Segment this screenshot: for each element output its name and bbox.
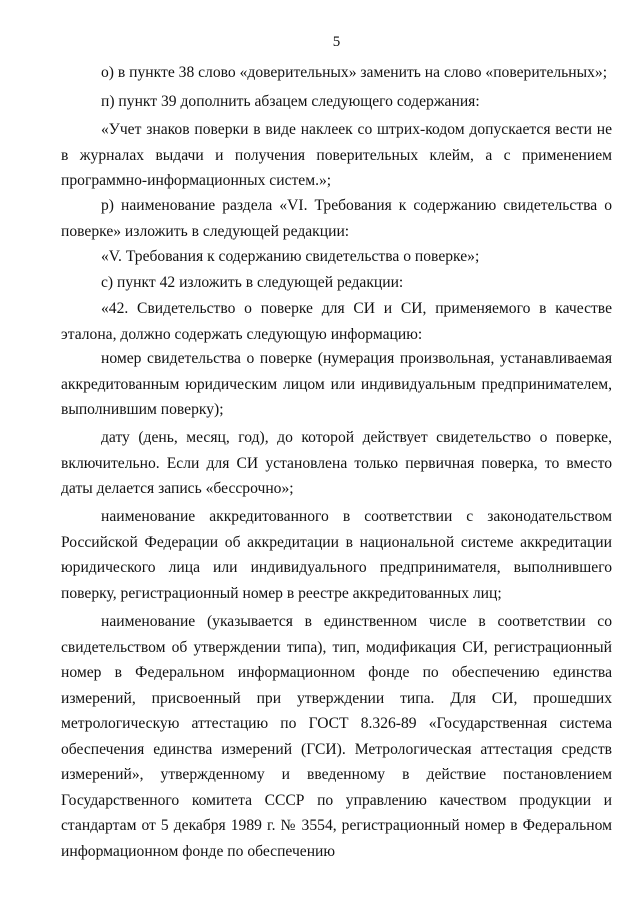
paragraph-item-r: р) наименование раздела «VI. Требования к содержанию свидетельства о поверке» изложить в следующей редакции: [61,197,612,240]
paragraph-item-p: п) пункт 39 дополнить абзацем следующего содержания: [101,93,480,110]
paragraph-item-o: о) в пункте 38 слово «доверительных» заменить на слово «поверительных»; [101,64,608,81]
page-number: 5 [332,34,341,50]
paragraph-quote-barcode: «Учет знаков поверки в виде наклеек со штрих-кодом допускается вести не в журналах выдачи и получения поверительных клейм, а с применением программно-информационных систем.»; [61,121,612,189]
paragraph-validity-date: дату (день, месяц, год), до которой действует свидетельство о поверке, включительно. Если для СИ установлена только первичная поверка, то вместо даты делается запись «бессрочно»; [61,429,612,497]
paragraph-item-s: с) пункт 42 изложить в следующей редакции: [101,274,404,291]
paragraph-accredited-entity: наименование аккредитованного в соответствии с законодательством Российской Федерации об аккредитации в национальной системе аккредитации юридического лица или индивидуального предпринимателя, выполнившего поверку, регистрационный номер в реестре аккредитованных лиц; [61,508,612,602]
paragraph-instrument-name: наименование (указывается в единственном числе в соответствии со свидетельством об утверждении типа), тип, модификация СИ, регистрационный номер в Федеральном информационном фонде по обеспечению единства измерений, присвоенный при утверждении типа. Для СИ, прошедших метрологическую аттестацию по ГОСТ 8.326-89 «Государственная система обеспечения единства измерений (ГСИ). Метрологическая аттестация средств измерений», утвержденному и введенному в действие постановлением Государственного комитета СССР по управлению качеством продукции и стандартам от 5 декабря 1989 г. № 3554, регистрационный номер в Федеральном информационном фонде по обеспечению [61,613,612,860]
paragraph-certificate-number: номер свидетельства о поверке (нумерация произвольная, устанавливаемая аккредитованным юридическим лицом или индивидуальным предпринимателем, выполнившим поверку); [61,350,612,418]
paragraph-point-42: «42. Свидетельство о поверке для СИ и СИ, применяемого в качестве эталона, должно содержать следующую информацию: [61,300,612,343]
paragraph-section-title: «V. Требования к содержанию свидетельства о поверке»; [101,248,480,265]
